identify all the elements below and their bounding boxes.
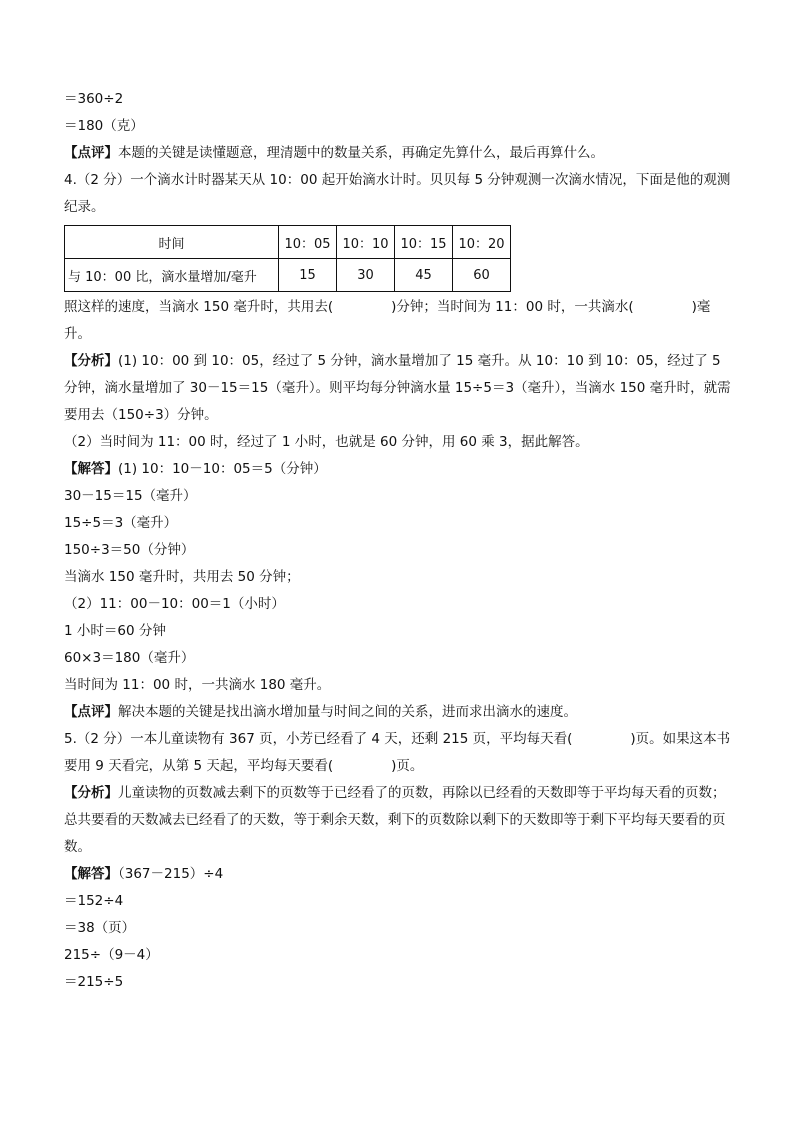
solution-line: 15÷5＝3（毫升） [64, 515, 178, 531]
solution-line: 215÷（9－4） [64, 947, 159, 963]
analysis-text: 儿童读物的页数减去剩下的页数等于已经看了的页数，再除以已经看的天数即等于平均每天看的页数；总共要看的天数减去已经看了的天数，等于剩余天数，剩下的页数除以剩下的天数即等于剩下平均每天要看的页数。 [64, 785, 726, 855]
question-text: 照这样的速度，当滴水 150 毫升时，共用去( [64, 299, 334, 315]
solution-line: 1 小时＝60 分钟 [64, 623, 166, 639]
q4-analysis-2: （2）当时间为 11：00 时，经过了 1 小时，也就是 60 分钟，用 60 乘 3，据此解答。 [64, 434, 589, 450]
table-value-cell: 60 [453, 259, 511, 292]
table-time-cell: 10：15 [395, 226, 453, 259]
solution-text: (1) 10：10－10：05＝5（分钟） [118, 461, 327, 477]
q4-stem: 4.（2 分）一个滴水计时器某天从 10：00 起开始滴水计时。贝贝每 5 分钟观测一次滴水情况，下面是他的观测纪录。 [64, 172, 731, 215]
question-text: 5.（2 分）一本儿童读物有 367 页，小芳已经看了 4 天，还剩 215 页，平均每天看( [64, 731, 573, 747]
solution-line: 当时间为 11：00 时，一共滴水 180 毫升。 [64, 677, 331, 693]
q5-analysis [64, 780, 734, 861]
solution-tag: 【解答】 [64, 461, 118, 477]
solution-line: ＝152÷4 [64, 893, 124, 909]
solution-line: （2）11：00－10：00＝1（小时） [64, 596, 285, 612]
q3-comment [64, 140, 734, 167]
solution-line: 30－15＝15（毫升） [64, 488, 197, 504]
analysis-tag: 【分析】 [64, 785, 118, 801]
table-value-cell: 15 [279, 259, 337, 292]
solution-line: 60×3＝180（毫升） [64, 650, 195, 666]
comment-text: 解决本题的关键是找出滴水增加量与时间之间的关系，进而求出滴水的速度。 [118, 704, 577, 720]
table-row-label: 与 10：00 比，滴水量增加/毫升 [65, 259, 279, 292]
solution-line: ＝215÷5 [64, 974, 124, 990]
solution-line: 当滴水 150 毫升时，共用去 50 分钟； [64, 569, 300, 585]
solution-line: ＝38（页） [64, 920, 136, 936]
solution-tag: 【解答】 [64, 866, 118, 882]
table-time-cell: 10：10 [337, 226, 395, 259]
question-text: )毫升。 [64, 299, 711, 342]
document-page [64, 86, 734, 996]
analysis-text: (1) 10：00 到 10：05，经过了 5 分钟，滴水量增加了 15 毫升。从 10：10 到 10：05，经过了 5 分钟，滴水量增加了 30－15＝15（毫升）。则平均每分钟滴水量 15÷5＝3（毫升），当滴水 150 毫升时，就需要用去（150÷3）分钟。 [64, 353, 731, 423]
observation-table [64, 225, 511, 292]
table-row [65, 259, 511, 292]
table-time-cell: 10：20 [453, 226, 511, 259]
question-text: )页。如果这本书要用 9 天看完，从第 5 天起，平均每天要看( [64, 731, 731, 774]
calc-line: ＝180（克） [64, 118, 144, 134]
comment-tag: 【点评】 [64, 145, 118, 161]
q5-stem [64, 726, 734, 780]
analysis-tag: 【分析】 [64, 353, 118, 369]
table-value-cell: 45 [395, 259, 453, 292]
q4-question [64, 294, 734, 348]
question-text: )页。 [391, 758, 424, 774]
table-header-label: 时间 [65, 226, 279, 259]
table-time-cell: 10：05 [279, 226, 337, 259]
q5-solution [64, 861, 734, 888]
comment-tag: 【点评】 [64, 704, 118, 720]
table-value-cell: 30 [337, 259, 395, 292]
question-text: )分钟；当时间为 11：00 时，一共滴水( [391, 299, 634, 315]
q4-solution [64, 456, 734, 483]
comment-text: 本题的关键是读懂题意，理清题中的数量关系，再确定先算什么，最后再算什么。 [118, 145, 604, 161]
table-row [65, 226, 511, 259]
calc-line: ＝360÷2 [64, 91, 124, 107]
q4-comment [64, 699, 734, 726]
solution-text: （367－215）÷4 [118, 866, 224, 882]
q4-analysis [64, 348, 734, 429]
solution-line: 150÷3＝50（分钟） [64, 542, 195, 558]
